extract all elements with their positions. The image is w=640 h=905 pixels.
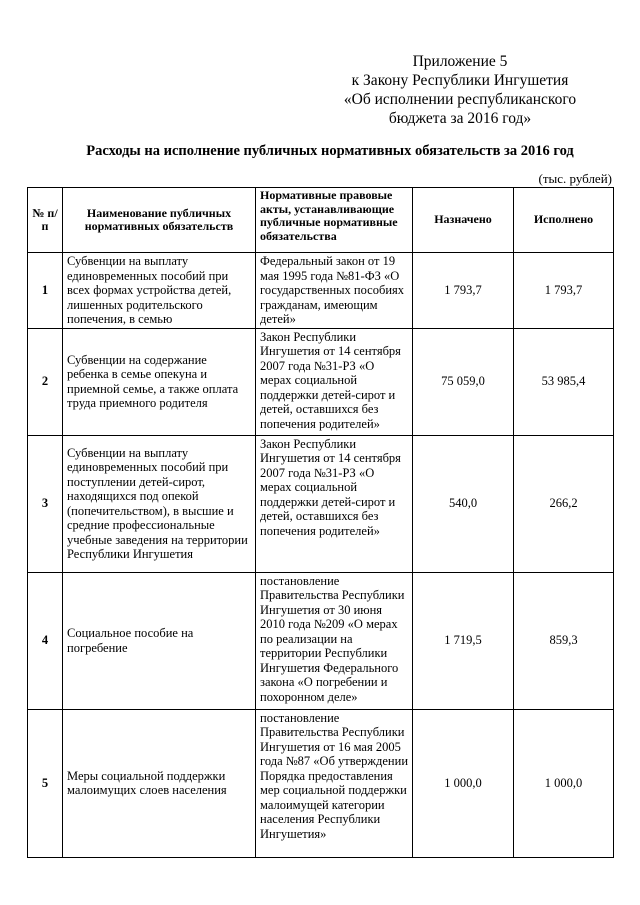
planned-value: 1 719,5 (413, 572, 514, 709)
legal-act: постановление Правительства Республики Ингушетия от 30 июня 2010 года №209 «О мерах по реализации на территории Республики Ингушетия Федерального закона «О погребении и похоронном деле» (256, 572, 413, 709)
row-number: 1 (28, 253, 63, 329)
legal-act: постановление Правительства Республики Ингушетия от 16 мая 2005 года №87 «Об утверждении Порядка предоставления мер социальной поддержки малоимущей категории населения Республики Ингушетия» (256, 709, 413, 857)
planned-value: 75 059,0 (413, 328, 514, 435)
appendix-block (330, 52, 590, 128)
obligation-name: Субвенции на выплату единовременных пособий при поступлении детей-сирот, находящихся под опекой (попечительством), в высшие и средние профессиональные учебные заведения на территории Республики Ингушетия (63, 435, 256, 572)
appendix-line: «Об исполнении республиканского (343, 91, 577, 108)
col-header-executed: Исполнено (514, 188, 614, 253)
row-number: 3 (28, 435, 63, 572)
row-number: 4 (28, 572, 63, 709)
appendix-line: бюджета за 2016 год» (388, 110, 532, 127)
appendix-line: к Закону Республики Ингушетия (351, 72, 569, 89)
table-header-row (28, 188, 614, 253)
row-number: 5 (28, 709, 63, 857)
legal-act: Закон Республики Ингушетия от 14 сентября 2007 года №31-РЗ «О мерах социальной поддержки детей-сирот и детей, оставшихся без попечения родителей» (256, 435, 413, 572)
table-row (28, 709, 614, 857)
table-row (28, 572, 614, 709)
obligation-name: Субвенции на выплату единовременных пособий при всех формах устройства детей, лишенных родительского попечения, в семью (63, 253, 256, 329)
executed-value: 859,3 (514, 572, 614, 709)
table-row (28, 435, 614, 572)
planned-value: 540,0 (413, 435, 514, 572)
obligation-name: Субвенции на содержание ребенка в семье опекуна и приемной семье, а также оплата труда приемного родителя (63, 328, 256, 435)
obligation-name: Меры социальной поддержки малоимущих слоев населения (63, 709, 256, 857)
expenses-table (27, 187, 614, 858)
obligation-name: Социальное пособие на погребение (63, 572, 256, 709)
planned-value: 1 793,7 (413, 253, 514, 329)
table-row (28, 328, 614, 435)
col-header-num: № п/п (28, 188, 63, 253)
units-label: (тыс. рублей) (538, 171, 612, 186)
appendix-line: Приложение 5 (412, 53, 508, 70)
row-number: 2 (28, 328, 63, 435)
col-header-name: Наименование публичных нормативных обязательств (63, 188, 256, 253)
executed-value: 266,2 (514, 435, 614, 572)
legal-act: Закон Республики Ингушетия от 14 сентября 2007 года №31-РЗ «О мерах социальной поддержки детей-сирот и детей, оставшихся без попечения родителей» (256, 328, 413, 435)
table-row (28, 253, 614, 329)
col-header-act: Нормативные правовые акты, устанавливающие публичные нормативные обязательства (256, 188, 413, 253)
executed-value: 53 985,4 (514, 328, 614, 435)
executed-value: 1 793,7 (514, 253, 614, 329)
page-title: Расходы на исполнение публичных нормативных обязательств за 2016 год (86, 143, 574, 159)
legal-act: Федеральный закон от 19 мая 1995 года №81-ФЗ «О государственных пособиях гражданам, имеющим детей» (256, 253, 413, 329)
executed-value: 1 000,0 (514, 709, 614, 857)
planned-value: 1 000,0 (413, 709, 514, 857)
col-header-planned: Назначено (413, 188, 514, 253)
